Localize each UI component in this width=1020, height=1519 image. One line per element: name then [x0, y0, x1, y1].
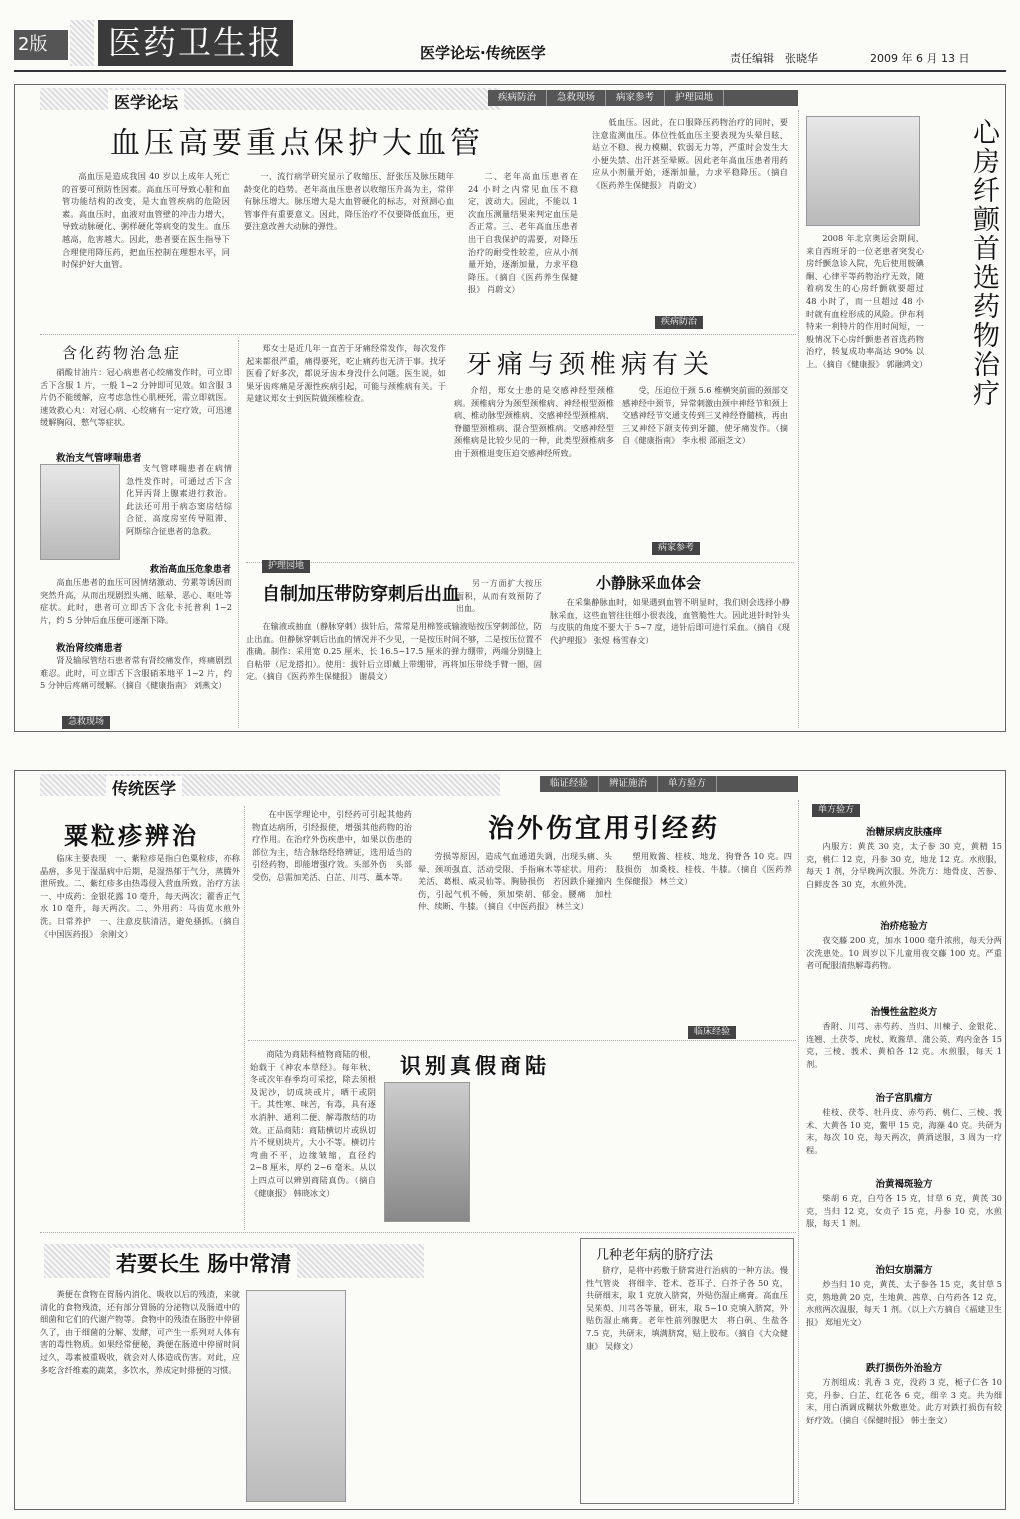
- article-text: 脐疗，是将中药敷于脐窝进行治病的一种方法。慢性气管炎 将细辛、苍术、苍耳子、白芥子各 50 克，共研细末，取 1 克放入脐窝，外贴伤湿止痛膏。高血压 吴茱萸、川芎各等量，研末，取 5~10 克填入脐窝，外贴伤湿止痛膏。老年性前列腺肥大 将白矾、生盐各 7.5 克，共研末，填满脐窝，贴上胶布。（摘自《大众健康》 吴修文）: [586, 1265, 797, 1351]
- formula-title: 跌打损伤外治验方: [865, 1363, 942, 1374]
- article-title-wound: 治外伤宜用引经药: [488, 814, 721, 844]
- divider: [798, 800, 799, 1504]
- top-section-title: 医学论坛: [108, 90, 184, 113]
- formula-text: 炒当归 10 克，黄芪、太子参各 15 克，炙甘草 5 克，熟地黄 20 克，生地黄、茜草、白芍药各 12 克，水煎两次温服，每天 1 剂。（以上六方摘自《福建卫生报》 郑旭光文）: [806, 1279, 1002, 1327]
- divider: [248, 1040, 796, 1041]
- article-text: 肾及输尿管结石患者常有肾绞痛发作，疼痛剧烈难忍。此时，可立即舌下含服硝苯地平 1~2 片，约 5 分钟后疼痛可缓解。（摘自《健康指南》 刘燕文）: [40, 655, 232, 691]
- article-title-compression-band: 自制加压带防穿刺后出血: [262, 584, 460, 605]
- tag-item: 临证经验: [540, 776, 599, 792]
- masthead-logo: 医药卫生报: [98, 20, 293, 66]
- article-subheading: 救治肾绞痛患者: [56, 643, 123, 654]
- article-title-navel: 几种老年病的脐疗法: [596, 1248, 714, 1263]
- woman-photo: [246, 1290, 346, 1502]
- plant-photo: [384, 1082, 470, 1222]
- formula-title: 治妇女崩漏方: [875, 1265, 933, 1276]
- article-text: 劳损等原因，造成气血通道失调，出现头痛、头晕、颈项强直、活动受限、手指麻木等症状。用药：羌活、葛根、威灵仙等。胸胁损伤 若因跌仆碰撞内伤，引起气机不畅，须加柴胡、郁金。腰痛 加杜仲、续断、牛膝。（摘自《中医药报》 林兰文）: [418, 851, 612, 912]
- formula-list: [806, 820, 1002, 1504]
- divider: [40, 1232, 796, 1233]
- article-text: 高血压患者的血压可因情绪激动、劳累等诱因而突然升高，从而出现剧烈头痛、眩晕、恶心、呕吐等症状。此时，患者可立即舌下含化卡托普利 1~2 片，约 5 分钟后血压便可逐渐下降。: [40, 577, 232, 625]
- article-subheading: 救治高血压危象患者: [150, 565, 232, 575]
- article-text: 硝酸甘油片：冠心病患者心绞痛发作时，可立即舌下含服 1 片，一般 1~2 分钟即可见效。如含服 3 片仍不能缓解，应考虑急性心肌梗死，需立即就医。速效救心丸：对冠心病、心绞痛有一定疗效，可迅速缓解胸闷、憋气等症状。: [40, 367, 232, 428]
- article-title-rash: 粟粒疹辨治: [64, 821, 199, 850]
- page-section-name: 医学论坛·传统医学: [420, 44, 546, 62]
- tag-item: 护理园地: [665, 90, 724, 106]
- tag-item: 病家参考: [606, 90, 665, 106]
- masthead-ornament: [70, 20, 94, 66]
- page-version: 2版: [14, 30, 68, 60]
- top-tag-bar: [488, 90, 798, 106]
- divider: [40, 334, 796, 335]
- article-title-atrial-fibrillation: 心房纤颤首选药物治疗: [968, 118, 999, 408]
- article-subheading: 救治支气管哮喘患者: [56, 453, 142, 464]
- article-text: 高血压是造成我国 40 岁以上成年人死亡的首要可预防性因素。高血压可导致心脏和血管功能结构的改变，是大血管疾病的危险因素。高血压时，血液对血管壁的冲击力增大，导致动脉硬化、粥样硬化等病变的发生。血压越高，危害越大。因此，患者要在医生指导下合理使用降压药，把血压控制在理想水平，同时保护好大血管。: [62, 171, 230, 270]
- article-title-intestine: 若要长生 肠中常清: [110, 1248, 297, 1278]
- tag-item: 急救现场: [547, 90, 606, 106]
- column-label: 护理园地: [262, 560, 310, 573]
- article-title-shanglu: 识别真假商陆: [400, 1053, 550, 1078]
- article-text: 二、老年高血压患者在 24 小时之内常见血压不稳定，波动大。因此，不能以 1 次血压测量结果来判定血压是否正常。三、老年高血压患者出于自我保护的需要，对降压治疗的耐受性较差，应从小剂量开始，逐渐加量，力求平稳降压。（摘自《医药养生保健报》 肖蔚文）: [468, 171, 578, 295]
- article-title-blood-pressure: 血压高要重点保护大血管: [110, 126, 484, 161]
- column-label: 临床经验: [688, 1026, 736, 1039]
- column-label: 急救现场: [62, 716, 110, 729]
- article-text: 支气管哮喘患者在病情急性发作时，可通过舌下含化异丙肾上腺素进行救治。此法还可用于病态窦房结综合征、高度房室传导阻滞、阿斯综合征患者的急救。: [126, 463, 232, 536]
- article-text: 受，压迫位于颈 5.6 椎横突前面的颈部交感神经中颈节，异常刺激由颈中神经节和颈上交感神经节交通支传到三叉神经脊髓核，再由三叉神经下颌支传到牙髓，使牙痛发作。（摘自《健康指南》 李永根 邵丽芝文）: [622, 385, 788, 446]
- divider: [798, 110, 799, 728]
- article-text: 介绍，郑女士患的是交感神经型颈椎病。颈椎病分为颈型颈椎病、神经根型颈椎病、椎动脉型颈椎病、交感神经型颈椎病、脊髓型颈椎病、混合型颈椎病。交感神经型颈椎病是比较少见的一种，此类型颈椎病多由于颈椎退变压迫交感神经所致。: [454, 385, 614, 458]
- divider: [246, 562, 794, 563]
- formula-text: 内服方：黄芪 30 克，太子参 30 克，黄精 15 克，桃仁 12 克，丹参 30 克，地龙 12 克。水煎服，每天 1 剂，分早晚两次服。外洗方：地骨皮、苦参、白鲜皮各 30 克，水煎外洗。: [806, 841, 1002, 889]
- tag-item: 辨证施治: [599, 776, 658, 792]
- article-text: 临床主要表现 一、紫粒疹是指白色粟粒疹，亦称晶痦，多见于湿温病中后期，是湿热郁于气分，蒸腾外泄所致。二、紫红疹多由热毒侵入营血所致。治疗方法 一、中成药：金银花露 10 毫升，每天两次；藿香正气水 10 毫升，每天两次。二、外用药：马齿苋水煎外洗。日常养护 一、注意皮肤清洁，避免搔抓。（摘自《中国医药报》 余刚文）: [40, 853, 249, 939]
- formula-title: 治糖尿病皮肤瘙痒: [865, 827, 942, 838]
- article-deck: 另一方面扩大按压面积，从而有效预防了出血。: [456, 579, 542, 614]
- formula-title: 治慢性盆腔炎方: [870, 1007, 938, 1018]
- tag-item: 单方验方: [658, 776, 717, 792]
- article-text: 粪便在食物在胃肠内消化、吸收以后的残渣，来就清化的食物残渣，还有部分胃肠的分泌物以及肠道中的细菌和它们的代谢产物等。食物中的残渣在肠腔中停留久了，由于细菌的分解、发酵，可产生一系列对人体有害的毒性物质。如果经常便秘，粪便在肠道中停留时间过久，毒素被重吸收，就会对人体造成伤害。对此，应多吃含纤维素的蔬菜，多饮水，养成定时排便的习惯。: [40, 1289, 240, 1375]
- article-text: 在中医学理论中，引经药可引起其他药物直达病所，引经报使，增强其他药物的治疗作用。在治疗外伤疾患中，如果以伤患的部位为主，结合脉络经络辨证，选用适当的引经药物，即能增强疗效。头部外伤 头部受伤，总需加羌活、白芷、川芎、藁本等。: [252, 809, 412, 882]
- formula-text: 柴胡 6 克，白芍各 15 克，甘草 6 克，黄芪 30 克，当归 12 克，女贞子 15 克，丹参 10 克，水煎服，每天 1 剂。: [806, 1193, 1002, 1229]
- article-text: 在采集静脉血时，如果遇到血管不明显时，我们则会选择小静脉采血，这些血管往往细小很表浅，血管脆性大。因此进针时针头与皮肤的角度不要大于 5~7 度，进针后即可进行采血。（摘自《现代护理报》 张煜 杨雪春文）: [550, 597, 790, 645]
- divider: [244, 806, 245, 1230]
- article-text: 低血压。因此，在口服降压药物治疗的同时，要注意监测血压。体位性低血压主要表现为头晕目眩、站立不稳、视力模糊、软弱无力等，严重时会发生大小便失禁、出汗甚至晕厥。因此老年高血压患者用药应从小剂量开始，逐渐加量，力求平稳降压。（摘自《医药养生保健报》 肖蔚文）: [592, 117, 788, 190]
- article-text: 一、流行病学研究显示了收缩压、舒张压及脉压随年龄变化的趋势。老年高血压患者以收缩压升高为主，常伴有脉压增大。脉压增大是大血管硬化的标志，对预测心血管事件有重要意义。因此，降压治疗不仅要降低血压，更要注意改善大动脉的弹性。: [244, 171, 454, 232]
- article-text: 郑女士是近几年一直苦于牙痛经常发作，每次发作起来都很严重，痛得要死，吃止痛药也无济于事。找牙医看了好多次，都说牙齿本身没什么问题。医生说，如果牙齿疼痛是牙源性疾病引起，可能与颈椎病有关。于是建议郑女士到医院做颈椎检查。: [246, 343, 446, 404]
- formula-text: 方剂组成：乳香 3 克，没药 3 克，栀子仁各 10 克，丹参、白芷、红花各 6 克，细辛 3 克。共为细末，用白酒调成糊状外敷患处。此方对跌打损伤有较好疗效。（摘自《保健时报》 韩士奎文）: [806, 1377, 1002, 1425]
- formula-text: 桂枝、茯苓、牡丹皮、赤芍药、桃仁、三棱、莪术、大黄各 10 克，鳖甲 15 克，海藻 40 克。共研为末，每次 10 克，每天两次，黄酒送服，3 周为一疗程。: [806, 1107, 1002, 1155]
- pill-photo: [806, 116, 920, 226]
- formula-text: 夜交藤 200 克，加水 1000 毫升浓煎，每天分两次洗患处。10 周岁以下儿童用夜交藤 100 克。严重者可配服清热解毒药物。: [806, 935, 1002, 971]
- article-title-drug: 含化药物治急症: [62, 344, 182, 362]
- article-text: 塑用败酱、桂枝、地龙、狗脊各 10 克。四肢损伤 加桑枝、桂枝、牛膝。（摘自《医药养生保健报》 林兰文）: [616, 851, 792, 887]
- column-label: 疾病防治: [655, 316, 703, 329]
- formula-title: 治子宫肌瘤方: [875, 1093, 933, 1104]
- article-text: 在输液或抽血（静脉穿刺）拔针后，常常是用棉签或输液贴按压穿刺部位，防止出血。但静脉穿刺后出血的情况并不少见，一是按压时间不够，二是按压位置不准确。制作：采用宽 0.25 厘米、长 16.5~17.5 厘米的弹力绷带，两端分别缝上自粘带（尼龙搭扣）。使用：拔针后立即戴上带绷带，再将加压带绕手臂一圈，固定。（摘自《医药养生保健报》 谢晨文）: [246, 621, 542, 682]
- formula-title: 治黄褐斑验方: [875, 1179, 933, 1190]
- article-title-vein: 小静脉采血体会: [596, 574, 702, 592]
- article-text: 2008 年北京奥运会期间，来自西班牙的一位老患者突发心房纤颤急诊入院，先后使用胺碘酮、心律平等药物治疗无效，随着病发生的心房纤颤就要超过 48 小时了，而一旦超过 48 小时就有血栓形成的风险。伊布利特来一利特片的作用时间短，一般情况下心房纤颤患者首选药物治疗，转复成功率高达 90% 以上。（摘自《健康报》 郭融鸿文）: [806, 233, 928, 369]
- bottom-tag-bar: [540, 776, 798, 792]
- column-label: 病家参考: [652, 542, 700, 555]
- article-text: 商陆为商陆科植物商陆的根，始载于《神农本草经》。每年秋、冬或次年春季均可采挖，除去须根及泥沙，切成块或片，晒干或阴干。其性寒、味苦，有毒，具有逐水消肿、通利二便、解毒散结的功效。正品商陆：商陆横切片或纵切片不规则块片，大小不等。横切片弯曲不平，边缘皱缩，直径约 2~8 厘米，厚约 2~6 毫米。从以上四点可以辨别商陆真伪。（摘自《健康报》 韩晓冰文）: [250, 1049, 376, 1198]
- editor-credit: 责任编辑 张晓华: [730, 52, 818, 65]
- column-label: 单方验方: [812, 804, 860, 817]
- article-title-tooth: 牙痛与颈椎病有关: [466, 350, 715, 380]
- divider: [238, 340, 239, 728]
- publish-date: 2009 年 6 月 13 日: [870, 52, 970, 65]
- tag-item: 疾病防治: [488, 90, 547, 106]
- bottom-section-title: 传统医学: [106, 776, 182, 799]
- medicine-photo: [40, 464, 120, 560]
- formula-text: 香附、川芎、赤芍药、当归、川楝子、金银花、连翘、土茯苓、虎杖、败酱草、蒲公英、鸡内金各 15 克，三棱、莪术、黄柏各 12 克。水煎服，每天 1 剂。: [806, 1021, 1002, 1069]
- formula-title: 治疥疮验方: [880, 921, 928, 932]
